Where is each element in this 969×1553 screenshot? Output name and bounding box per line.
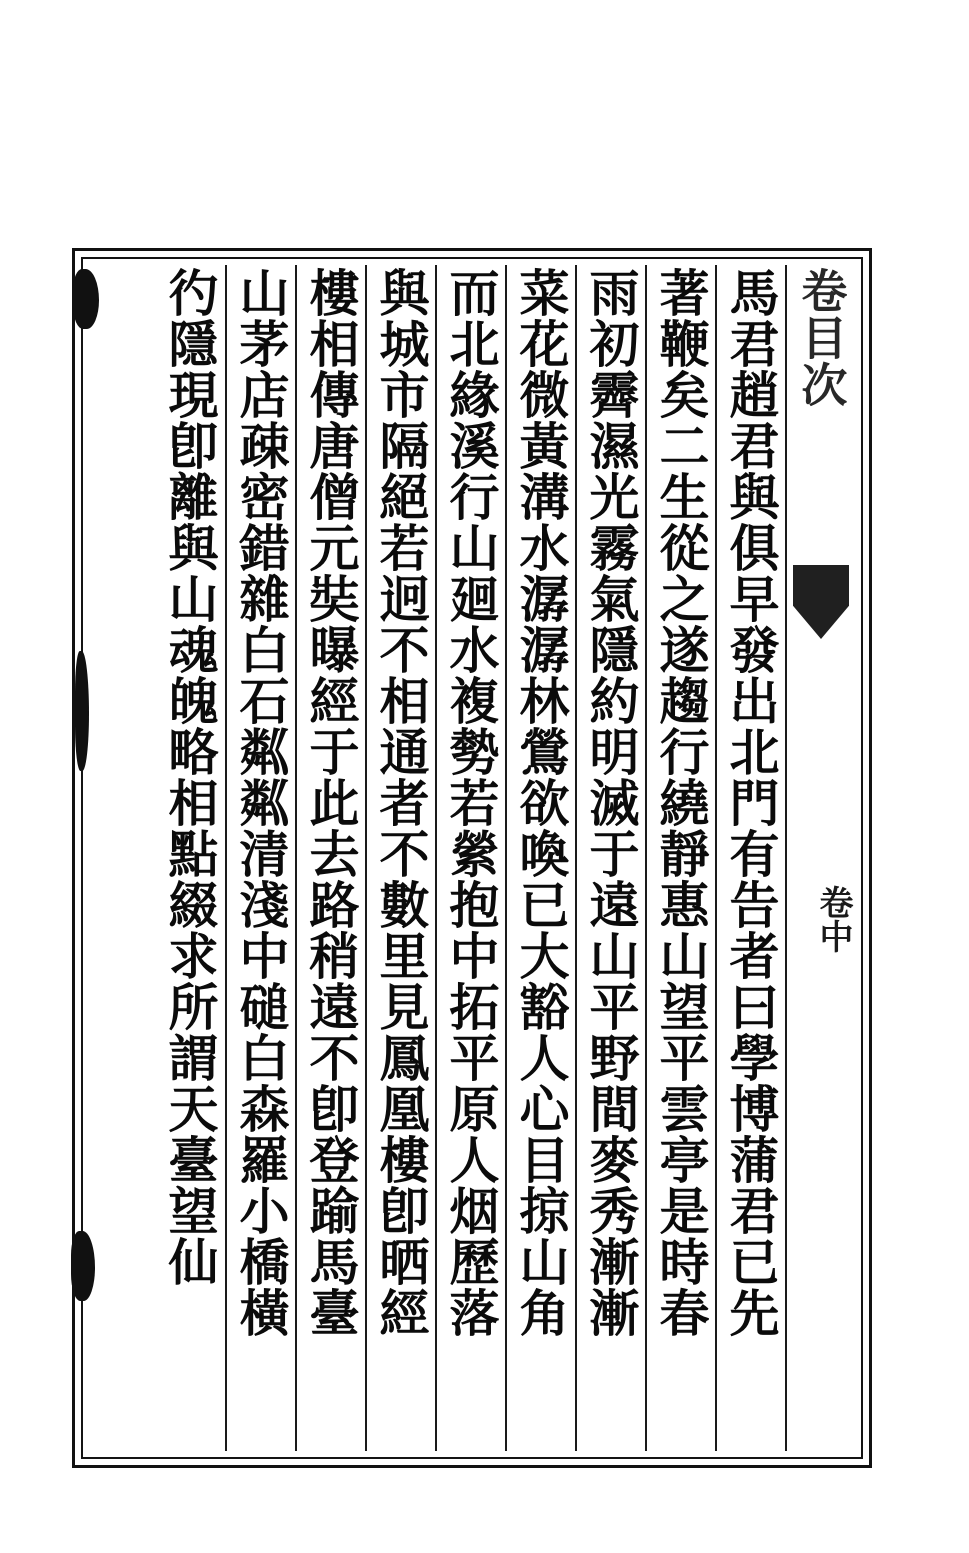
column-6-text: 與城市隔絕若迥不相通者不數里見鳳凰樓卽晒經	[371, 267, 431, 1338]
column-4	[505, 265, 575, 1451]
column-5	[435, 265, 505, 1451]
column-2	[645, 265, 715, 1451]
column-6	[365, 265, 435, 1451]
column-7	[295, 265, 365, 1451]
ink-blot-middle	[75, 651, 89, 771]
column-4-text: 菜花微黃溝水潺潺林鶯欲喚已大豁人心目掠山角	[511, 267, 571, 1338]
column-banner	[785, 265, 855, 1451]
vertical-text-columns	[89, 265, 855, 1451]
edge-note: 卷中	[813, 885, 853, 953]
column-3-text: 雨初霽濕光霧氣隱約明滅于遠山平野間麥秀漸漸	[581, 267, 641, 1338]
text-block-frame	[72, 248, 872, 1468]
column-8	[225, 265, 295, 1451]
column-7-text: 樓相傳唐僧元奘曝經于此去路稍遠不卽登踰馬臺	[301, 267, 361, 1338]
column-banner-text: 卷目次	[794, 267, 849, 408]
column-1-text: 馬君趙君與俱早發出北門有告者曰學博蒲君已先	[721, 267, 781, 1338]
column-8-text: 山茅店疎密錯雜白石粼粼清淺中磓白森羅小橋橫	[231, 267, 291, 1338]
column-2-text: 著鞭矣二生從之遂趨行繞靜惠山望平雲亭是時春	[651, 267, 711, 1338]
column-9	[155, 265, 225, 1451]
column-3	[575, 265, 645, 1451]
column-5-text: 而北緣溪行山廻水複勢若縈抱中拓平原人烟歷落	[441, 267, 501, 1338]
column-1	[715, 265, 785, 1451]
column-9-text: 彴隱現卽離與山魂魄略相點綴求所謂天臺望仙	[160, 267, 220, 1287]
